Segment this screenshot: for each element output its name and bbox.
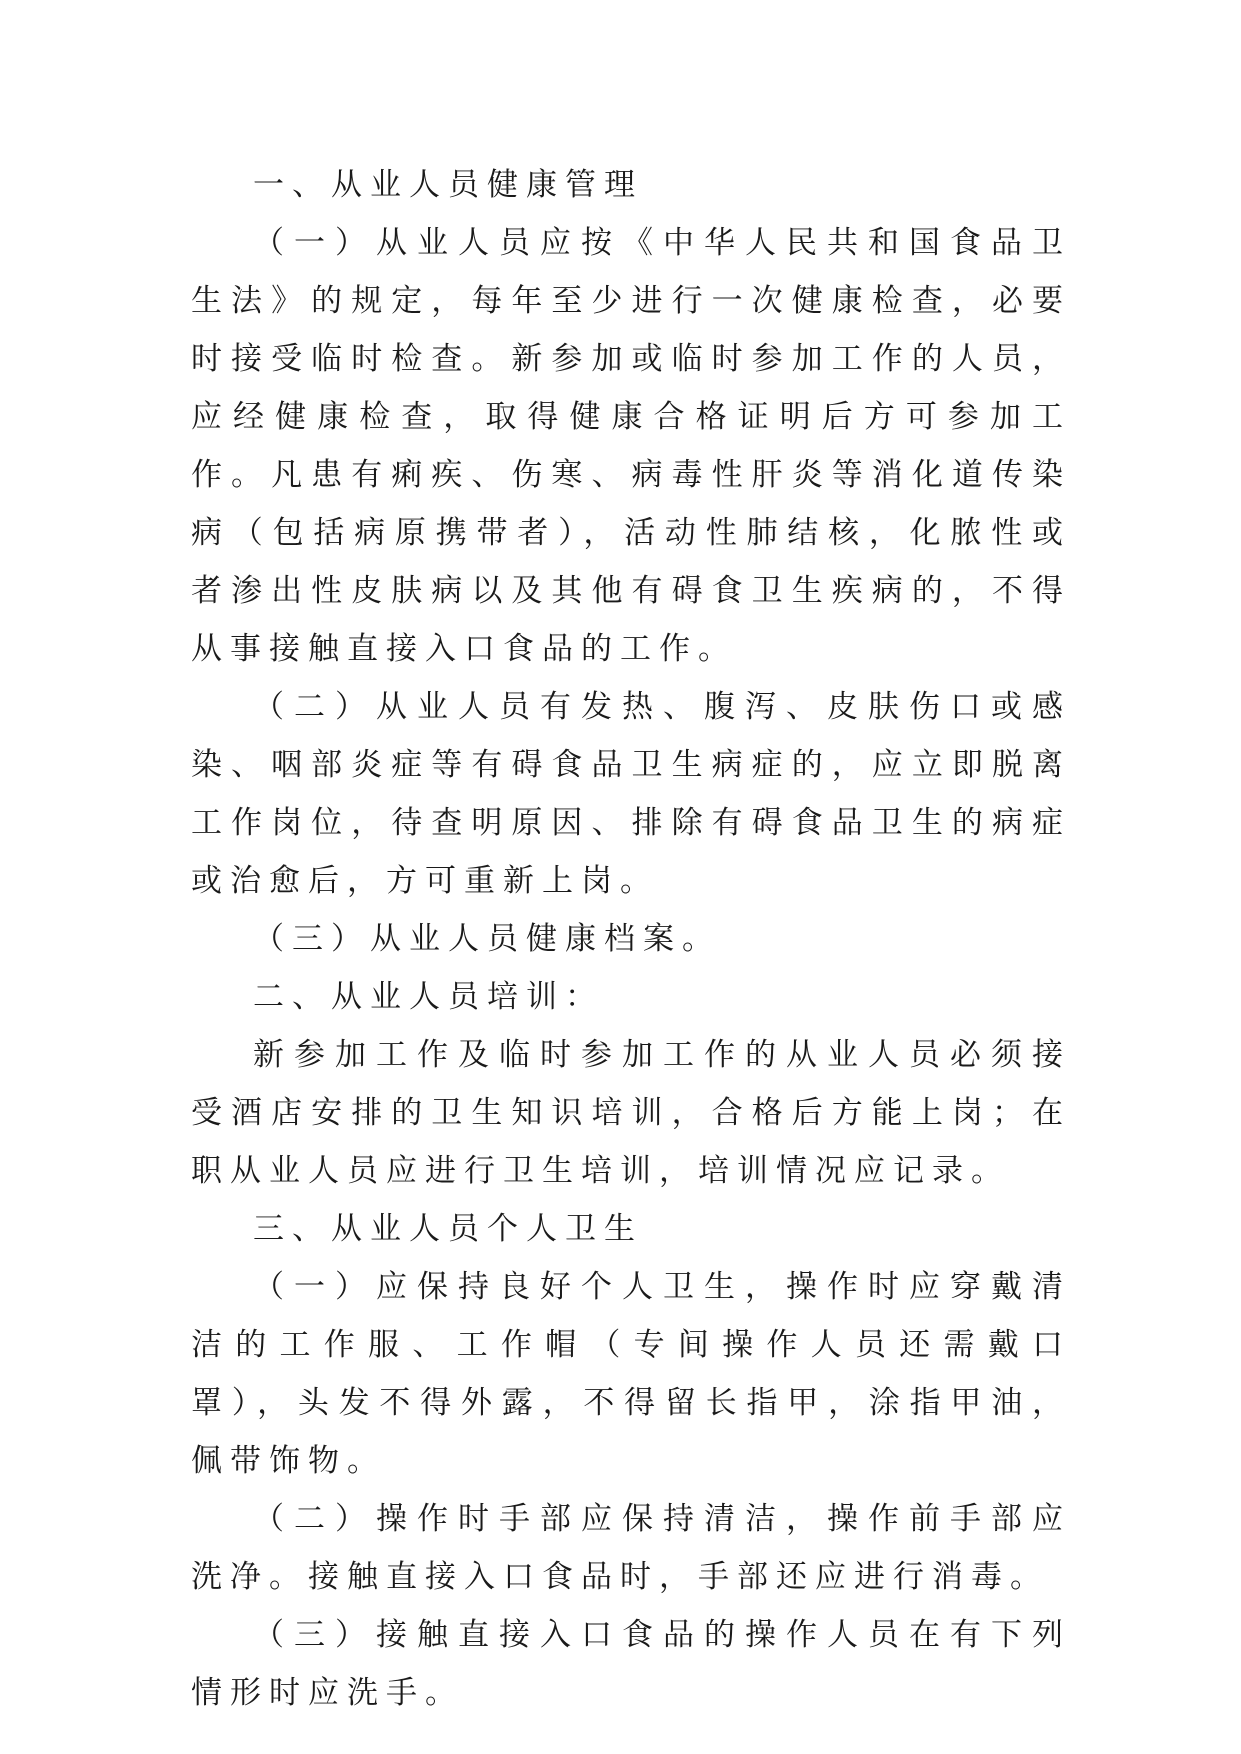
paragraph-health-records: （三）从业人员健康档案。 <box>253 921 721 957</box>
section-heading-health-management: 一、从业人员健康管理 <box>253 167 643 203</box>
paragraph-illness-leave: （二）从业人员有发热、腹泻、皮肤伤口或感染、咽部炎症等有碍食品卫生病症的，应立即脱离工作岗位，待查明原因、排除有碍食品卫生的病症或治愈后，方可重新上岗。 <box>191 689 1071 899</box>
paragraph-hand-washing: （三）接触直接入口食品的操作人员在有下列情形时应洗手。 <box>191 1617 1071 1711</box>
section-heading-training: 二、从业人员培训： <box>253 979 604 1015</box>
document-body <box>191 156 1071 1722</box>
section-heading-personal-hygiene: 三、从业人员个人卫生 <box>253 1211 643 1247</box>
paragraph-health-check: （一）从业人员应按《中华人民共和国食品卫生法》的规定，每年至少进行一次健康检查，必要时接受临时检查。新参加或临时参加工作的人员，应经健康检查，取得健康合格证明后方可参加工作。凡患有痢疾、伤寒、病毒性肝炎等消化道传染病（包括病原携带者），活动性肺结核，化脓性或者渗出性皮肤病以及其他有碍食卫生疾病的，不得从事接触直接入口食品的工作。 <box>191 225 1071 667</box>
paragraph-training: 新参加工作及临时参加工作的从业人员必须接受酒店安排的卫生知识培训，合格后方能上岗；在职从业人员应进行卫生培训，培训情况应记录。 <box>191 1037 1071 1189</box>
paragraph-hand-cleaning: （二）操作时手部应保持清洁，操作前手部应洗净。接触直接入口食品时，手部还应进行消毒。 <box>191 1501 1071 1595</box>
paragraph-hygiene-attire: （一）应保持良好个人卫生，操作时应穿戴清洁的工作服、工作帽（专间操作人员还需戴口罩），头发不得外露，不得留长指甲，涂指甲油，佩带饰物。 <box>191 1269 1071 1479</box>
